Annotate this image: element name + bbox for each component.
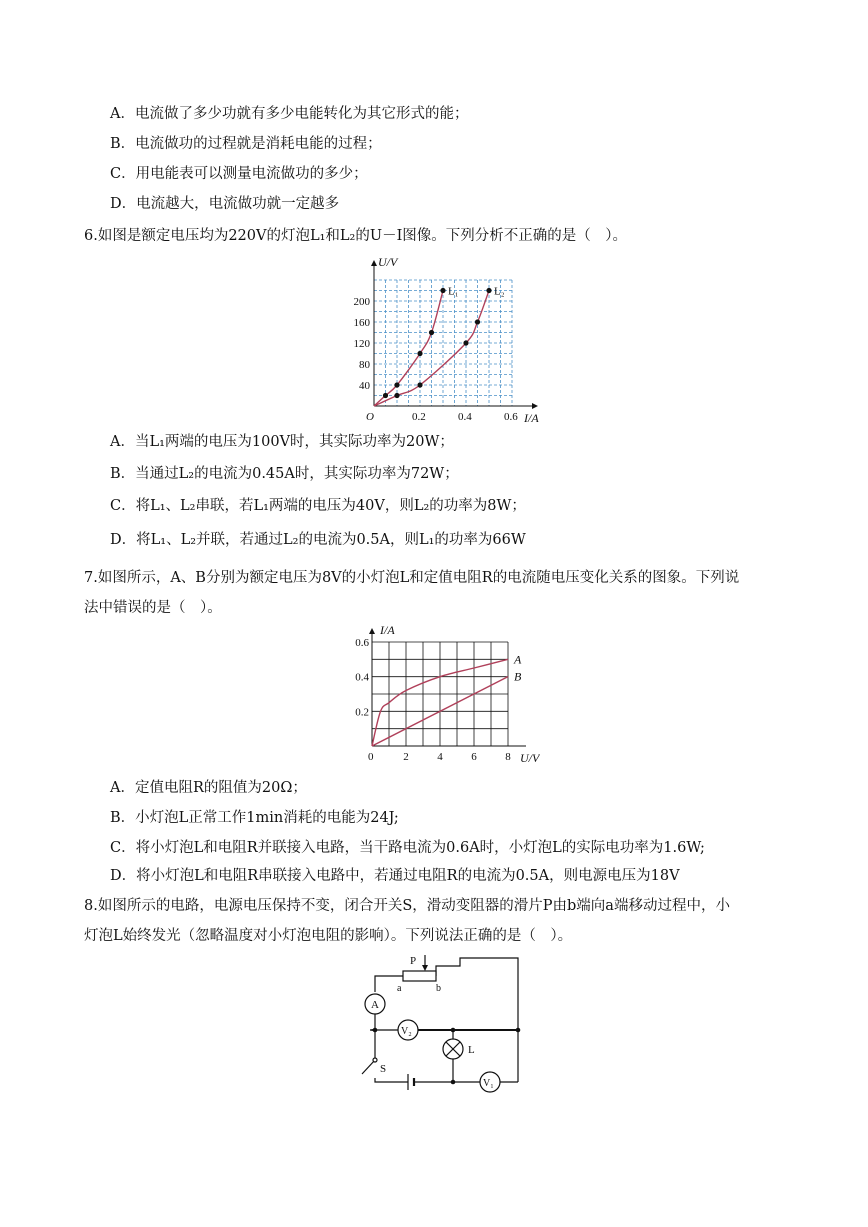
q7-iu-chart	[340, 618, 540, 766]
q7-option-d: D．将小灯泡L和电阻R串联接入电路中，若通过电阻R的电流为0.5A，则电源电压为18V	[110, 868, 680, 884]
x-tick-label: 8	[505, 751, 511, 763]
y-tick-label: 80	[359, 359, 370, 371]
q6-option-c: C．将L₁、L₂串联，若L₁两端的电压为40V，则L₂的功率为8W；	[110, 498, 526, 514]
q7-stem-line1: 7.如图所示，A、B分别为额定电压为8V的小灯泡L和定值电阻R的电流随电压变化关系的图象。下列说	[84, 570, 740, 586]
q5-option-d: D．电流越大，电流做功就一定越多	[110, 196, 340, 212]
q7-option-c: C．将小灯泡L和电阻R并联接入电路，当干路电流为0.6A时，小灯泡L的实际电功率为1.6W;	[110, 840, 705, 856]
q6-option-b: B．当通过L₂的电流为0.45A时，其实际功率为72W；	[110, 466, 459, 482]
x-axis-arrow	[532, 403, 538, 409]
data-point	[417, 382, 422, 387]
wire-bottom-left	[375, 1078, 408, 1082]
y-tick-label: 160	[353, 317, 370, 329]
data-point	[475, 319, 480, 324]
wire-top-right	[436, 958, 518, 1030]
switch-lever	[362, 1060, 375, 1074]
y-axis-label: U/V	[378, 255, 398, 269]
q6-stem: 6.如图是额定电压均为220V的灯泡L₁和L₂的U－I图像。下列分析不正确的是（ ）。	[84, 228, 628, 244]
x-tick-label: 0.6	[504, 411, 518, 423]
q7-option-b: B．小灯泡L正常工作1min消耗的电能为24J;	[110, 810, 399, 826]
series-label-b: B	[514, 669, 522, 684]
x-axis-label: I/A	[524, 411, 539, 425]
data-point	[394, 393, 399, 398]
x-tick-label: 0.2	[412, 411, 426, 423]
q8-circuit-diagram	[350, 950, 530, 1100]
q6-option-a: A．当L₁两端的电压为100V时，其实际功率为20W；	[110, 434, 454, 450]
end-b-label: b	[436, 983, 441, 994]
q7-option-a: A．定值电阻R的阻值为20Ω；	[110, 780, 307, 796]
data-point	[463, 340, 468, 345]
series-label-a: A	[514, 652, 522, 667]
y-tick-label: 200	[353, 296, 370, 308]
y-tick-label: 0.2	[355, 706, 369, 719]
data-point	[440, 288, 445, 293]
data-point	[429, 330, 434, 335]
y-tick-label: 40	[359, 380, 370, 392]
q7-stem-line2: 法中错误的是（ ）。	[84, 600, 222, 616]
x-axis-label: U/V	[520, 751, 540, 765]
x-tick-label: 0.4	[458, 411, 472, 423]
q5-option-a: A．电流做了多少功就有多少电能转化为其它形式的能；	[110, 106, 469, 122]
y-tick-label: 120	[353, 338, 370, 350]
x-tick-label: 4	[437, 751, 443, 763]
data-point	[417, 351, 422, 356]
lamp-label: L	[468, 1044, 475, 1056]
origin-label: 0	[368, 751, 374, 763]
slider-p-label: P	[410, 955, 417, 967]
y-tick-label: 0.4	[355, 671, 369, 684]
rheostat-slider-arrow	[422, 965, 428, 971]
q8-stem-line1: 8.如图所示的电路，电源电压保持不变，闭合开关S，滑动变阻器的滑片P由b端向a端移动过程中，小	[84, 898, 730, 914]
data-point	[486, 288, 491, 293]
data-point	[383, 393, 388, 398]
y-axis-label: I/A	[380, 623, 395, 637]
x-tick-label: 2	[403, 751, 409, 763]
rheostat-resistor	[403, 971, 436, 981]
voltmeter-v2-label: V₂	[401, 1026, 412, 1037]
q5-option-b: B．电流做功的过程就是消耗电能的过程；	[110, 136, 382, 152]
data-point	[394, 382, 399, 387]
y-tick-label: 0.6	[355, 637, 369, 649]
y-axis-arrow	[369, 628, 375, 634]
q8-stem-line2: 灯泡L始终发光（忽略温度对小灯泡电阻的影响）。下列说法正确的是（ ）。	[84, 928, 573, 944]
switch-label: S	[380, 1063, 387, 1075]
origin-label: O	[366, 411, 374, 423]
series-label-1: L₁	[448, 285, 459, 298]
ammeter-label: A	[371, 999, 379, 1011]
voltmeter-v1-label: V₁	[483, 1078, 494, 1089]
q5-option-c: C．用电能表可以测量电流做功的多少；	[110, 166, 368, 182]
q6-ui-chart	[350, 250, 560, 430]
y-axis-arrow	[371, 260, 377, 266]
x-tick-label: 6	[471, 751, 477, 763]
series-label-2: L₂	[494, 285, 505, 298]
end-a-label: a	[397, 983, 402, 994]
q6-option-d: D．将L₁、L₂并联，若通过L₂的电流为0.5A，则L₁的功率为66W	[110, 532, 526, 548]
